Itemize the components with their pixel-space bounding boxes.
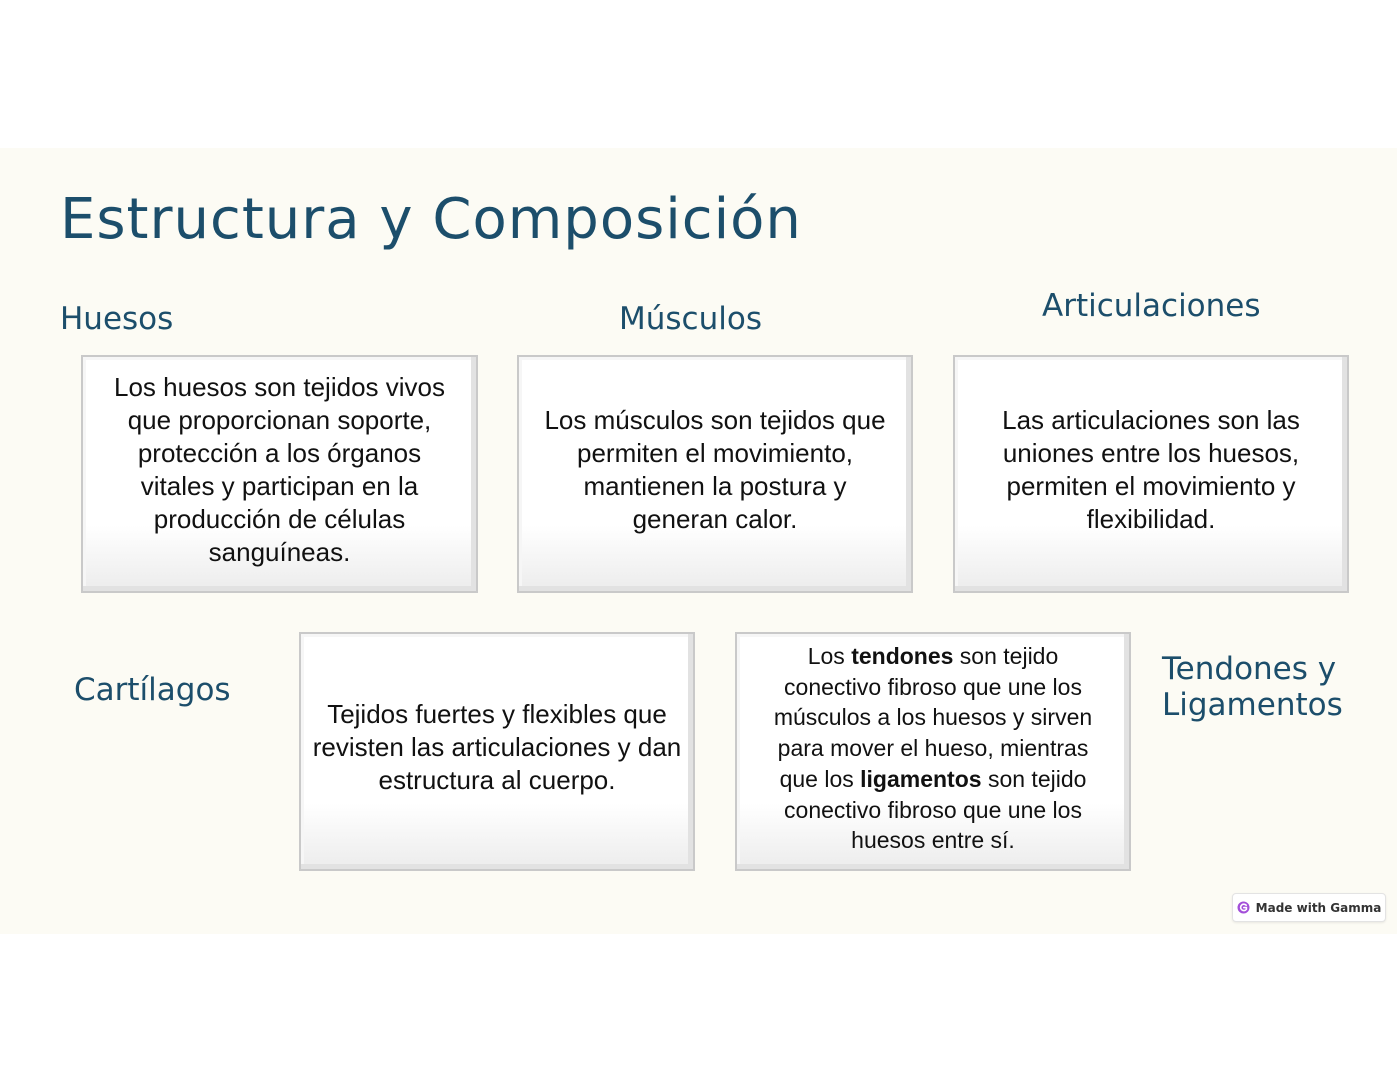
card-articulaciones-text: Las articulaciones son las uniones entre los huesos, permiten el movimiento y flexibilidad. bbox=[1002, 405, 1300, 534]
heading-cartilagos: Cartílagos bbox=[74, 672, 231, 708]
made-with-gamma-badge[interactable] bbox=[1232, 893, 1386, 922]
heading-tendones-line1: Tendones y bbox=[1162, 651, 1337, 687]
slide-title: Estructura y Composición bbox=[60, 187, 802, 252]
tendones-text-part2: son tejido conectivo fibroso que une los músculos a los huesos y sirven para mover el hueso, mientras que los bbox=[773, 642, 1093, 792]
tendones-text-part3: son tejido conectivo fibroso que une los huesos entre sí. bbox=[784, 765, 1087, 854]
made-with-gamma-label: Made with Gamma bbox=[1255, 900, 1382, 915]
card-cartilagos bbox=[299, 632, 695, 871]
card-huesos bbox=[81, 355, 478, 593]
heading-tendones-ligamentos bbox=[1162, 651, 1343, 723]
card-tendones-text bbox=[758, 641, 1108, 857]
card-musculos bbox=[517, 355, 913, 593]
gamma-logo-icon bbox=[1237, 901, 1250, 914]
heading-huesos: Huesos bbox=[60, 301, 174, 337]
card-huesos-text: Los huesos son tejidos vivos que proporcionan soporte, protección a los órganos vitales y participan en la producción de células sanguíneas. bbox=[114, 372, 445, 567]
heading-articulaciones: Articulaciones bbox=[1042, 288, 1261, 324]
ligamentos-bold-term: ligamentos bbox=[860, 765, 982, 792]
card-tendones-ligamentos bbox=[735, 632, 1131, 871]
card-articulaciones bbox=[953, 355, 1349, 593]
heading-tendones-line2: Ligamentos bbox=[1162, 687, 1343, 723]
tendones-bold-term: tendones bbox=[851, 642, 954, 669]
card-cartilagos-text: Tejidos fuertes y flexibles que revisten las articulaciones y dan estructura al cuerpo. bbox=[312, 699, 682, 795]
card-musculos-text: Los músculos son tejidos que permiten el movimiento, mantienen la postura y generan calor. bbox=[544, 405, 886, 534]
tendones-text-part1: Los bbox=[807, 642, 852, 669]
heading-musculos: Músculos bbox=[619, 301, 762, 337]
